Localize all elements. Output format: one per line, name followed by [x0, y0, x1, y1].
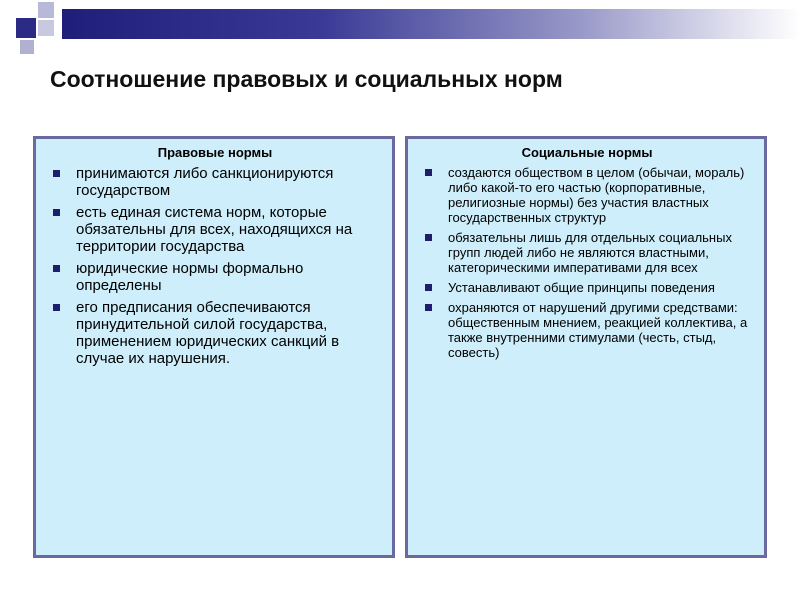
decor-square: [16, 18, 36, 38]
list-item-text: юридические нормы формально определены: [76, 260, 304, 294]
square-bullet-icon: [53, 265, 60, 272]
list-item: [44, 299, 386, 367]
list-item-text: охраняются от нарушений другими средствами: общественным мнением, реакцией коллектива, а также внутренними стимулами (честь, стыд, совесть): [448, 300, 748, 360]
square-bullet-icon: [53, 209, 60, 216]
decor-square: [20, 40, 34, 54]
decor-square: [38, 20, 54, 36]
list-item: [44, 165, 386, 199]
social-norms-panel: [405, 136, 767, 558]
legal-norms-list: [44, 165, 386, 367]
list-item-text: Устанавливают общие принципы поведения: [448, 280, 715, 295]
list-item-text: создаются обществом в целом (обычаи, мораль) либо какой-то его частью (корпоративные, религиозные нормы) без участия властных государственных структур: [448, 165, 745, 225]
list-item-text: есть единая система норм, которые обязательны для всех, находящихся на территории государства: [76, 204, 353, 255]
list-item-text: обязательны лишь для отдельных социальных групп людей либо не являются властными, категорическими императивами для всех: [448, 230, 732, 275]
list-item: [416, 280, 758, 295]
list-item: [44, 260, 386, 294]
square-bullet-icon: [53, 304, 60, 311]
square-bullet-icon: [425, 284, 432, 291]
legal-norms-panel: [33, 136, 395, 558]
square-bullet-icon: [425, 234, 432, 241]
square-bullet-icon: [425, 169, 432, 176]
decor-square: [38, 2, 54, 18]
header-gradient-bar: [62, 9, 800, 39]
legal-norms-heading: Правовые нормы: [157, 145, 273, 160]
square-bullet-icon: [53, 170, 60, 177]
list-item-text: принимаются либо санкционируются государством: [76, 165, 334, 199]
slide-title: Соотношение правовых и социальных норм: [50, 66, 563, 92]
list-item: [416, 300, 758, 360]
list-item: [416, 165, 758, 225]
list-item-text: его предписания обеспечиваются принудительной силой государства, применением юридических санкций в случае их нарушения.: [76, 299, 340, 367]
social-norms-list: [416, 165, 758, 360]
list-item: [416, 230, 758, 275]
social-norms-heading: Социальные нормы: [521, 145, 653, 160]
list-item: [44, 204, 386, 255]
square-bullet-icon: [425, 304, 432, 311]
